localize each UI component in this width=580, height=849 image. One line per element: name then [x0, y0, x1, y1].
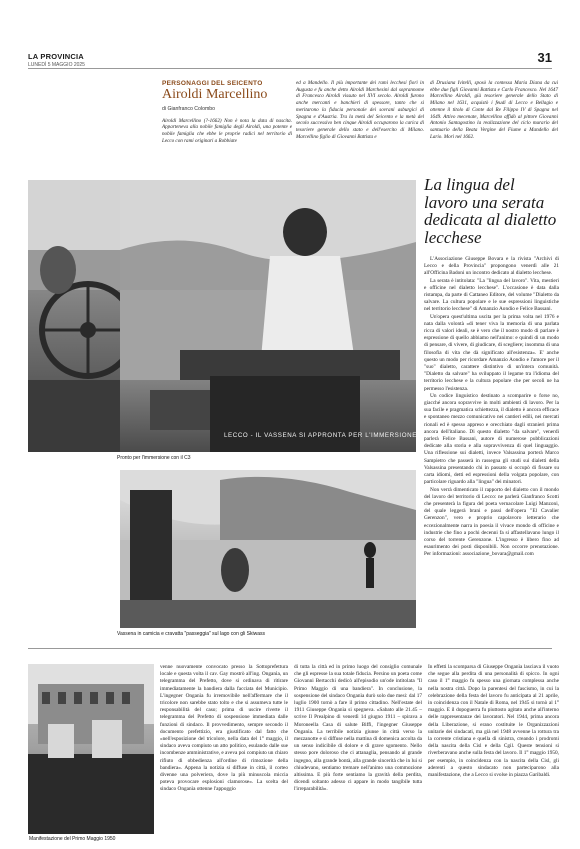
photo-diver-boat-image [120, 180, 416, 452]
section-divider [28, 648, 552, 649]
article-paragraph: Non verrà dimenticato il rapporto del dialetto con il mondo del lavoro del territorio di Lecco: ne parlerà Gianfranco Scotti che presenterà la figura del poeta vernacolare Luigi Manzoni, del quale leggerà brani e passi dell'opera "El Cavalier Gerenzon", vero e proprio capolavoro letterario che eccezionalmente narra in poesia il vivace mondo di officine e industrie che fino a pochi decenni fa si affastellavano lungo il corso del torrente Gerenzone. L'ingresso è libero fino ad esaurimento dei posti disponibili. Non occorre prenotazione. Per informazioni: associazione_bovara@gmail.com [424, 486, 559, 558]
article-paragraph: La serata è intitolata: "La "lingua del lavoro". Vita, mestieri e officine nel dialetto lecchese". L'occasione è data dalla ristampa, da parte di Cattaneo Editore, del volume "Dialetto da salvare. La cultura popolare e le sue espressioni linguistiche nel territorio lecchese" di Amanzio Aondio e Felice Bassani. [424, 277, 559, 313]
page-number: 31 [537, 50, 552, 65]
lower-col-1: venne nuovamente convocato presso la Sottoprefettura locale e questa volta il cav. Gay mostrò all'ing. Onganìa, un telegramma del Prefetto, dove si ordinava di ritirare immediatamente la bandiera dalla facciata del Municipio. L'ingegner Onganìa fu irremovibile nell'affermare che il tricolore non sarebbe stato tolto e che si assumeva tutte le responsabilità del caso; prima di uscire riverte il telegramma del Prefetto di sospensione immediata dalle funzioni di sindaco. Il provvedimento, sempre secondo il documento prefettizio, era giustificato dal fatto che «nell'esposizione del tricolore, nella data del 1° maggio, il sindaco aveva compiuto un atto politico, esulando dalle sue incombenze amministrative, e aveva poi compiuto un chiaro rifiuto di obbedienza all'ordine di rimozione della bandiera». Appena la notizia si diffuse in città, il corteo divenne una polveriera, dove la più minuscola miccia poteva provocare esplosioni clamorose». La scelta del sindaco Onganìa ottenne l'appoggio [160, 664, 288, 793]
article-headline: La lingua del lavoro una serata dedicata al dialetto lecchese [424, 175, 557, 247]
lower-col-2: di tutta la città ed in primo luogo del consiglio comunale che gli espresse la sua totale fiducia. Persino un poeta come Giovanni Bertacchi dedicò all'episodio un'ode intitolata "Il Primo Maggio di una bandiera". In conclusione, la sospensione del sindaco Onganìa durò solo due mesi: dal 17 luglio 1900 tornò a fare il primo cittadino. Nell'estate del 1911 Giuseppe Onganìa si spegneva. «Sabato alle 21.45 – scrive Il Prealpino di venerdì 14 giugno 1911 – spirava a Moroneella Casa di salute Biffi, l'ingegner Giuseppe Onganìa. La terribile notizia giunse in città verso la mezzanotte e si diffuse nella mattina di domenica accolta da un senso indicibile di dolore e di grave sgomento. Nello stesso pore doloroso che ci attanaglia, pensando al grande ingegno, alla grande bontà, alla grande sincerità che in lui si chiudevano, sentiamo tremare nell'animo una commozione altissima. E più forte sentiamo la gravità della perdita, dicendi soltanto adesso ci appare in modo tangibile tutta l'irreparabilità». [294, 664, 422, 793]
photo-diver-wheel-image [28, 180, 120, 452]
photo-may-day-1950-image [28, 664, 154, 834]
header-rule [28, 68, 552, 69]
photo-diver-boat [120, 180, 416, 452]
article-body [424, 256, 559, 559]
newspaper-name: LA PROVINCIA [28, 52, 84, 61]
article-paragraph: Un codice linguistico destinato a scomparire o forse no, giacché ancora sopravvive in molti ambienti di lavoro. Per la sua facile e pragmatica schiettezza, il dialetto è ancora efficace e spontaneo mezzo comunicativo nei cantieri edili, nei mercati rionali ed è spesso appreso e orecchiato dagli stranieri prima ancora dell'italiano. Di questo dialetto "da salvare", venerdì parlerà Felice Bassani, autore di numerose pubblicazioni dedicate alla storia e alla sopravvivenza di quel linguaggio. Una riflessione sui dialetti, invece Valsassina porterà Marco Sampietro che passerà in rassegna gli studi sui dialetti della Valsassina presentando chi in passato si occupò di fissare su carta idiomi, detti ed espressioni della volgata popolare, con particolare riguardo alla "lingua" dei minatori. [424, 392, 559, 486]
photo-diver-wheel [28, 180, 120, 452]
photo-lake-skiwass [120, 470, 416, 628]
photo-lake-skiwass-image [120, 470, 416, 628]
bio-text-1: Airoldi Marcellino (?-1662) Non è nota la data di nascita. Apparteneva alla nobile famiglia degli Airoldi, una potente e nobile famiglia che ebbe le proprie radici nel territorio di Lecco con rami originari a Robbiate [162, 117, 292, 144]
photo-may-day-1950 [28, 664, 154, 834]
photo4-caption: Manifestazione del Primo Maggio 1950 [29, 836, 116, 842]
lower-col-3: In effetti la scomparsa di Giuseppe Onganìa lasciava il vuoto che segue alla perdita di una personalità di spicco. In ogni caso il 1° maggio fu spesso una giornata complessa anche nella nostra città. Dopo la parentesi del fascismo, in cui la celebrazione della festa del lavoro fu anticipata al 21 aprile, in coincidenza con il Natale di Roma, nel 1945 si tornò al 1° maggio. E il dopoguerra fu piuttosto agitato anche all'interno delle rappresentanze dei lavoratori. Nel 1944, prima ancora della Liberazione, si erano costituite le Organizzazioni unitarie dei sindacati, ma già nel 1948 avvenne la rottura tra la corrente cristiana e quella di sinistra, creando i prodromi della nascita della Cisl e della Cgil. Queste tensioni si riverberavano anche sulla festa del lavoro. Il 1° maggio 1950, per esempio, in coincidenza con la nascita della Cisl, gli aderenti a questo sindacato non parteciparono alla manifestazione, che a Lecco si svolse in piazza Garibaldi. [428, 664, 559, 779]
personaggi-title: Airoldi Marcellino [162, 87, 268, 102]
photo3-caption: Vassena in camicia e cravatta "passeggia" sul lago con gli Skiwass [117, 631, 265, 637]
photo1-caption: Pronto per l'immersione con il C3 [117, 455, 191, 461]
bio-text-3: di Drusiana Ivitelli, sposò la contessa Maria Diana da cui ebbe due figli Giovanni Battista e Carlo Francesco. Nel 1647 Marcellino Airoldi, già tesoriere generale dello Stato di Milano nel 1631, acquistò i feudi di Lecco e Bellagio e ottenne il titolo di Conte dal Re Filippo IV di Spagna nel 1649. Attivo mecenate, Marcellino affidò al pittore Giovanni Antonio Santagostino la realizzazione del ciclo murario del santuario della Beata Vergine del Fiume a Mandello del Lario. Morì nel 1662. [430, 80, 558, 140]
section-kicker: PERSONAGGI DEL SEICENTO [162, 80, 263, 87]
byline: di Gianfranco Colombo [162, 105, 216, 112]
masthead [28, 52, 85, 68]
photo2-overlay-caption: LECCO - IL VASSENA SI APPRONTA PER L'IMMERSIONE [224, 432, 417, 439]
article-paragraph: Un'opera quest'ultima uscita per la prima volta nel 1976 e nata dalla volontà «di tener viva la memoria di una parlata ricca di valori ideali, se è vero che il nostro modo di parlare è espressione di quello abbiamo nell'animo: e quindi di un modo di pensare, di vivere, di giudicare, di scegliere; insomma di una filosofia di vita che dà significato all'esistenza». E' anche questo un modo per ricordare Amanzio Aondio e l'amore per il "suo" dialetto, carattere distintivo di un'intera comunità. "Dialetto da salvare" ha sviluppato il legame tra l'idioma del territorio lecchese e la cultura popolare che per secoli ne ha permesso l'esistenza. [424, 313, 559, 392]
bio-text-2: ed a Mandello. Il più importante dei rami lecchesi fiorì in Augusta e fu anche detto Airoldi Marchesini dal soprannome di Francesco Airoldi vissuto nel XVI secolo. Airoldi furono anche mercanti e banchieri di spessore, tanto che si meritarono la fiducia personale dei sovrani asburgici di Spagna e d'Austria. Tra la metà del Seicento e la metà del secolo successivo ben cinque Airoldi occuparono la carica di tesoriere generale dello stato e dell'esercito di Milano. Marcellino figlio di Giovanni Battista e [296, 80, 424, 140]
personaggi-box [162, 80, 292, 145]
issue-date: LUNEDÌ 5 MAGGIO 2025 [28, 62, 85, 68]
article-paragraph: L'Associazione Giuseppe Bovara e la rivista "Archivi di Lecco e della Provincia" propongono venerdì alle 21 all'Officina Badoni un incontro dedicato al dialetto lecchese. [424, 256, 559, 277]
